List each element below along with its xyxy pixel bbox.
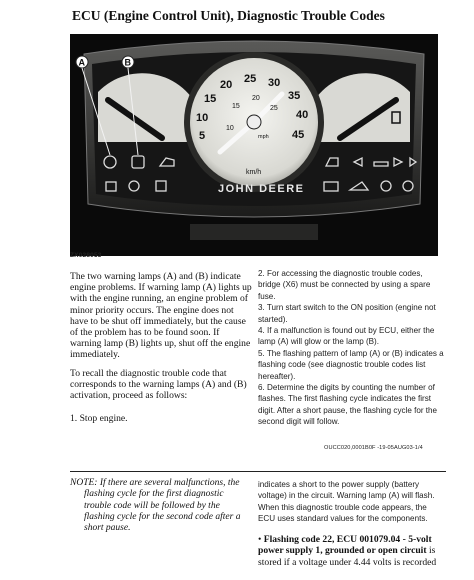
step-3: 3. Turn start switch to the ON position (engine not started).	[258, 303, 436, 324]
note-lead: NOTE: If there are several malfunctions, the	[70, 478, 240, 488]
svg-text:B: B	[124, 57, 131, 68]
outer-tick-5: 5	[199, 130, 206, 142]
instrument-panel-photo	[70, 34, 438, 256]
step-5: 5. The flashing pattern of lamp (A) or (B) indicates a flashing code (see diagnostic trouble codes list hereafter).	[258, 348, 444, 381]
bullet: •	[258, 534, 262, 545]
outer-tick-40: 40	[296, 109, 309, 121]
speed-unit: km/h	[246, 169, 262, 176]
outer-tick-10: 10	[196, 112, 209, 124]
step-1: 1. Stop engine.	[70, 413, 128, 424]
note	[70, 478, 250, 534]
paragraph-recall: To recall the diagnostic trouble code that corresponds to the warning lamps (A) and (B) activation, proceed as follows:	[70, 368, 247, 402]
section-divider	[70, 471, 446, 472]
outer-tick-30: 30	[268, 77, 281, 89]
flash-code-entry	[258, 534, 446, 568]
outer-tick-25: 25	[244, 73, 257, 85]
step-6: 6. Determine the digits by counting the number of flashes. The first flashing cycle indicates the first digit. After a short pause, the flashing cycle for the second digit will follow.	[258, 383, 438, 427]
flash-code-title: Flashing code 22, ECU 001079.04 - 5-volt power supply 1, grounded or open circuit	[258, 534, 432, 557]
outer-tick-35: 35	[288, 90, 301, 102]
outer-tick-45: 45	[292, 129, 305, 141]
speedometer	[184, 52, 324, 192]
inner-tick-10: 10	[226, 125, 234, 132]
brand-label: JOHN DEERE	[218, 183, 305, 195]
mph-unit: mph	[258, 134, 269, 140]
paragraph-warning-lamps: The two warning lamps (A) and (B) indicate engine problems. If warning lamp (A) lights up with the engine running, an engine problem of minor priority occurs. The engine does not have to be shut off immediately, but the cause of the problem has to be found soon. If warning lamp (B) lights up, shut off the engine immediately.	[70, 271, 252, 361]
step-2: 2. For accessing the diagnostic trouble codes, bridge (X6) must be connected by using a spare fuse.	[258, 269, 431, 301]
inner-tick-25: 25	[270, 105, 278, 112]
left-column-step1	[70, 413, 252, 424]
inner-tick-20: 20	[252, 95, 260, 102]
note-right-text: indicates a short to the power supply (battery voltage) in the circuit. Warning lamp (A) will flash. When this diagnostic trouble code appears, the ECU uses standard values for the components.	[258, 480, 435, 523]
svg-text:A: A	[78, 57, 85, 68]
step-4: 4. If a malfunction is found out by ECU, either the lamp (A) will glow or the lamp (B).	[258, 326, 435, 347]
page-title: ECU (Engine Control Unit), Diagnostic Trouble Codes	[72, 8, 385, 23]
left-column-recall	[70, 368, 252, 402]
outer-tick-15: 15	[204, 93, 217, 105]
left-column	[70, 271, 252, 361]
right-column	[258, 268, 444, 428]
reference-code: OUCC020,0001B0F -19-05AUG03-1/4	[324, 445, 423, 451]
figure-id: ZX028053	[70, 252, 102, 259]
outer-tick-20: 20	[220, 79, 233, 91]
inner-tick-15: 15	[232, 103, 240, 110]
note-rest: flashing cycle for the first diagnostic trouble code will be followed by the flashing cycle for the second code after a short pause.	[84, 489, 241, 534]
flash-code-rest: is stored if a voltage under 4.44 volts is recorded	[258, 545, 437, 568]
